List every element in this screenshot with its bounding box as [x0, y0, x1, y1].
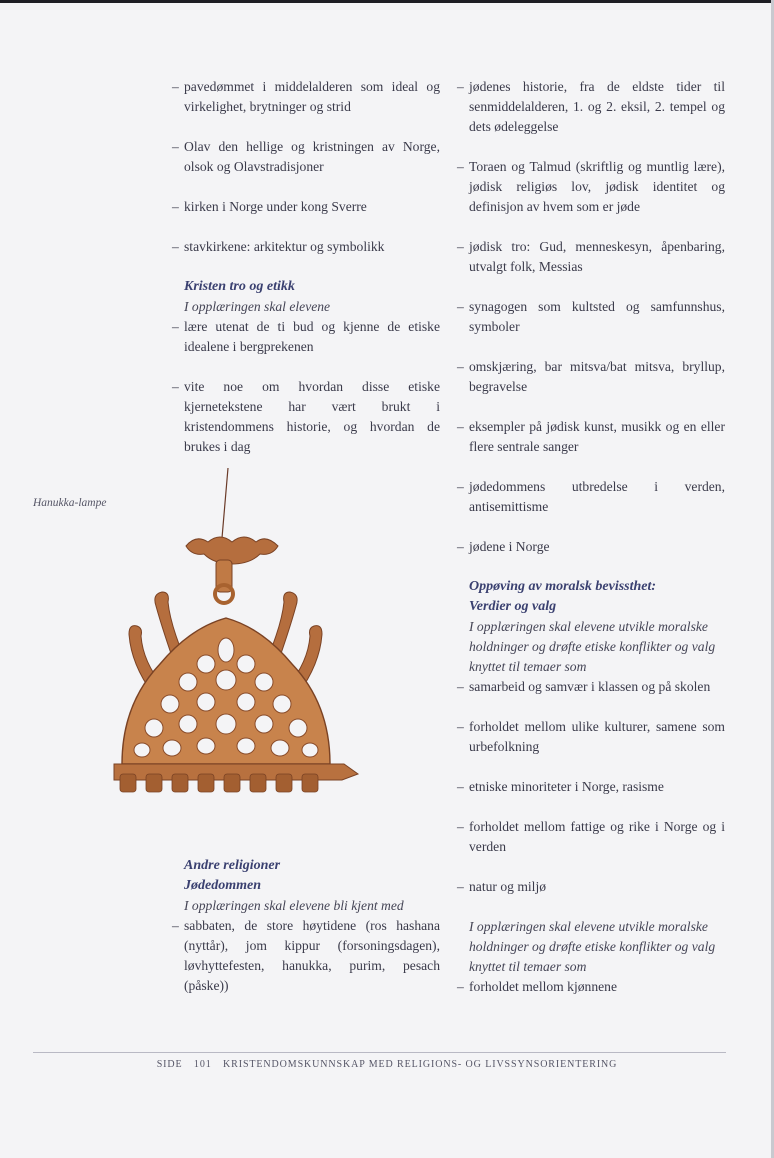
list-item: – eksempler på jødisk kunst, musikk og en eller flere sentrale sanger	[457, 419, 725, 454]
list-item: – pavedømmet i middelalderen som ideal og virkelighet, brytninger og strid	[172, 79, 440, 114]
list-item: – jødenes historie, fra de eldste tider til senmiddelalderen, 1. og 2. eksil, 2. tempel og dets ødeleggelse	[457, 79, 725, 134]
page-footer	[0, 1059, 774, 1070]
list-item: – synagogen som kultsted og samfunnshus, symboler	[457, 299, 725, 334]
page-edge	[0, 0, 774, 3]
list-item: – kirken i Norge under kong Sverre	[172, 199, 367, 214]
section-intro: I opplæringen skal elevene	[184, 299, 331, 314]
list-item: – jødedommens utbredelse i verden, antisemittisme	[457, 479, 725, 514]
section-intro: I opplæringen skal elevene utvikle moralske holdninger og drøfte etiske konflikter og valg knyttet til temaer som	[469, 619, 716, 674]
hanukkah-lamp-illustration	[98, 468, 362, 800]
right-column	[457, 77, 725, 997]
list-item: – forholdet mellom ulike kulturer, samene som urbefolkning	[457, 719, 725, 754]
list-item: – etniske minoriteter i Norge, rasisme	[457, 779, 664, 794]
figure-caption: Hanukka-lampe	[33, 497, 107, 509]
section-heading: Oppøving av moralsk bevissthet:	[469, 579, 657, 594]
left-column-top	[172, 77, 440, 477]
left-column-bottom	[172, 856, 440, 1016]
list-item: – sabbaten, de store høytidene (ros hashana (nyttår), jom kippur (forsoningsdagen), løvhyttefesten, hanukka, purim, pesach (påske))	[172, 918, 440, 993]
subsection-heading: Verdier og valg	[469, 599, 557, 614]
list-item: – Olav den hellige og kristningen av Norge, olsok og Olavstradisjoner	[172, 139, 440, 174]
list-item: – vite noe om hvordan disse etiske kjernetekstene har vært brukt i kristendommens historie, og hvordan de brukes i dag	[172, 379, 440, 454]
footer-rule	[33, 1052, 726, 1053]
section-heading: Andre religioner	[184, 858, 281, 873]
subsection-heading: Jødedommen	[184, 878, 261, 893]
footer-title: KRISTENDOMSKUNNSKAP MED RELIGIONS- OG LIVSSYNSORIENTERING	[223, 1059, 618, 1070]
list-item: – stavkirkene: arkitektur og symbolikk	[172, 239, 385, 254]
list-item: – lære utenat de ti bud og kjenne de etiske idealene i bergprekenen	[172, 319, 440, 354]
list-item: – jødisk tro: Gud, menneskesyn, åpenbaring, utvalgt folk, Messias	[457, 239, 725, 274]
section-heading: Kristen tro og etikk	[184, 279, 295, 294]
list-item: – forholdet mellom kjønnene	[457, 979, 617, 994]
section-intro: I opplæringen skal elevene bli kjent med	[184, 898, 404, 913]
page-number: 101	[193, 1059, 212, 1070]
list-item: – omskjæring, bar mitsva/bat mitsva, bryllup, begravelse	[457, 359, 725, 394]
list-item: – natur og miljø	[457, 879, 547, 894]
list-item: – samarbeid og samvær i klassen og på skolen	[457, 679, 711, 694]
list-item: – Toraen og Talmud (skriftlig og muntlig lære), jødisk religiøs lov, jødisk identitet og definisjon av hvem som er jøde	[457, 159, 725, 214]
footer-side-label: SIDE	[156, 1059, 183, 1070]
list-item: – forholdet mellom fattige og rike i Norge og i verden	[457, 819, 725, 854]
section-intro: I opplæringen skal elevene utvikle moralske holdninger og drøfte etiske konflikter og valg knyttet til temaer som	[469, 919, 716, 974]
list-item: – jødene i Norge	[457, 539, 550, 554]
